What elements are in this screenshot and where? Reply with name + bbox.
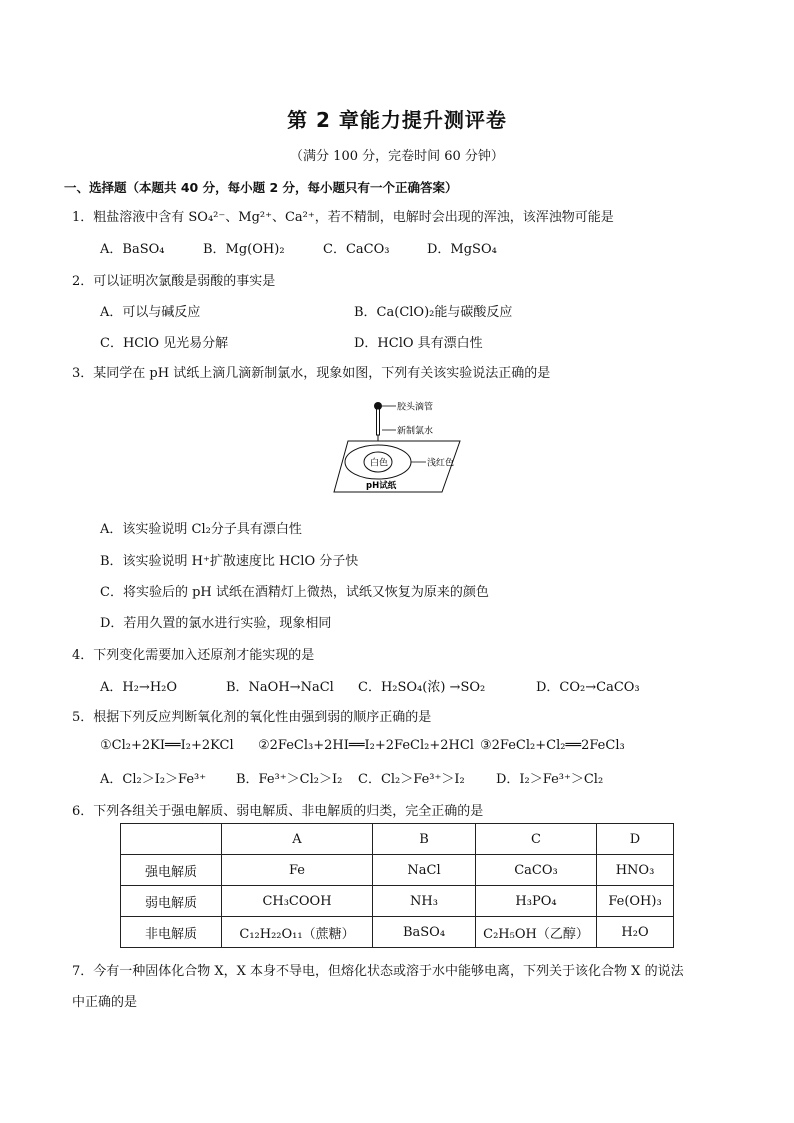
ph-paper-figure	[330, 396, 470, 496]
q2-option-c: C．HClO 见光易分解	[100, 336, 229, 351]
label-pink: 浅红色	[427, 458, 455, 469]
table-cell: NH₃	[373, 886, 476, 917]
q4-option-c: C．H₂SO₄(浓) →SO₂	[358, 680, 486, 695]
dropper-tube	[377, 409, 380, 435]
table-row	[121, 855, 674, 886]
question-7-stem-line2: 中正确的是	[72, 995, 138, 1010]
electrolyte-table	[120, 823, 674, 948]
q5-option-c: C．Cl₂＞Fe³⁺＞I₂	[358, 772, 465, 787]
label-white: 白色	[370, 458, 389, 469]
q2-option-a: A．可以与碱反应	[100, 305, 201, 320]
table-cell: BaSO₄	[373, 917, 476, 948]
question-3-stem: 3．某同学在 pH 试纸上滴几滴新制氯水，现象如图，下列有关该实验说法正确的是	[72, 366, 551, 381]
q3-option-c: C．将实验后的 pH 试纸在酒精灯上微热，试纸又恢复为原来的颜色	[100, 585, 489, 600]
section-heading: 一、选择题（本题共 40 分，每小题 2 分，每小题只有一个正确答案）	[64, 180, 458, 195]
q5-option-b: B．Fe³⁺＞Cl₂＞I₂	[236, 772, 343, 787]
question-4-stem: 4．下列变化需要加入还原剂才能实现的是	[72, 648, 315, 663]
q3-option-a: A．该实验说明 Cl₂分子具有漂白性	[100, 522, 302, 537]
q1-option-a: A．BaSO₄	[100, 242, 165, 257]
table-header-cell: B	[373, 824, 476, 855]
table-cell: C₂H₅OH（乙醇）	[476, 917, 597, 948]
label-chlorine-water: 新制氯水	[397, 426, 434, 437]
q3-option-d: D．若用久置的氯水进行实验，现象相同	[100, 616, 332, 631]
page-title: 第 2 章能力提升测评卷	[287, 108, 507, 132]
label-ph-paper: pH试纸	[366, 481, 397, 491]
q5-option-a: A．Cl₂＞I₂＞Fe³⁺	[100, 772, 207, 787]
page-subtitle: （满分 100 分，完卷时间 60 分钟）	[290, 149, 504, 164]
q5-reaction-3: ③2FeCl₂+Cl₂══2FeCl₃	[480, 738, 625, 753]
table-row-label: 强电解质	[121, 855, 222, 886]
question-7-stem-line1: 7．今有一种固体化合物 X，X 本身不导电，但熔化状态或溶于水中能够电离，下列关于该化合物 X 的说法	[72, 964, 684, 979]
table-cell: H₃PO₄	[476, 886, 597, 917]
question-1-stem: 1．粗盐溶液中含有 SO₄²⁻、Mg²⁺、Ca²⁺，若不精制，电解时会出现的浑浊，该浑浊物可能是	[72, 210, 614, 225]
question-6-stem: 6．下列各组关于强电解质、弱电解质、非电解质的归类，完全正确的是	[72, 804, 484, 819]
q5-option-d: D．I₂＞Fe³⁺＞Cl₂	[496, 772, 604, 787]
q2-option-d: D．HClO 具有漂白性	[354, 336, 483, 351]
table-header-cell	[121, 824, 222, 855]
table-header-cell: D	[597, 824, 674, 855]
q4-option-b: B．NaOH→NaCl	[226, 680, 334, 695]
table-row	[121, 917, 674, 948]
table-header-cell: C	[476, 824, 597, 855]
q5-reaction-1: ①Cl₂+2KI══I₂+2KCl	[100, 738, 234, 753]
question-5-stem: 5．根据下列反应判断氧化剂的氧化性由强到弱的顺序正确的是	[72, 710, 432, 725]
table-header-row	[121, 824, 674, 855]
q3-option-b: B．该实验说明 H⁺扩散速度比 HClO 分子快	[100, 554, 359, 569]
table-cell: HNO₃	[597, 855, 674, 886]
q1-option-c: C．CaCO₃	[323, 242, 390, 257]
table-header-cell: A	[222, 824, 373, 855]
label-dropper: 胶头滴管	[397, 402, 434, 413]
table-cell: H₂O	[597, 917, 674, 948]
table-cell: C₁₂H₂₂O₁₁（蔗糖）	[222, 917, 373, 948]
table-cell: NaCl	[373, 855, 476, 886]
question-2-stem: 2．可以证明次氯酸是弱酸的事实是	[72, 274, 276, 289]
table-cell: Fe	[222, 855, 373, 886]
table-cell: CH₃COOH	[222, 886, 373, 917]
q2-option-b: B．Ca(ClO)₂能与碳酸反应	[354, 305, 513, 320]
table-cell: Fe(OH)₃	[597, 886, 674, 917]
table-cell: CaCO₃	[476, 855, 597, 886]
table-row-label: 非电解质	[121, 917, 222, 948]
q1-option-d: D．MgSO₄	[427, 242, 497, 257]
table-row-label: 弱电解质	[121, 886, 222, 917]
table-row	[121, 886, 674, 917]
q4-option-d: D．CO₂→CaCO₃	[536, 680, 640, 695]
q1-option-b: B．Mg(OH)₂	[203, 242, 285, 257]
q4-option-a: A．H₂→H₂O	[100, 680, 178, 695]
q5-reaction-2: ②2FeCl₃+2HI══I₂+2FeCl₂+2HCl	[258, 738, 474, 753]
